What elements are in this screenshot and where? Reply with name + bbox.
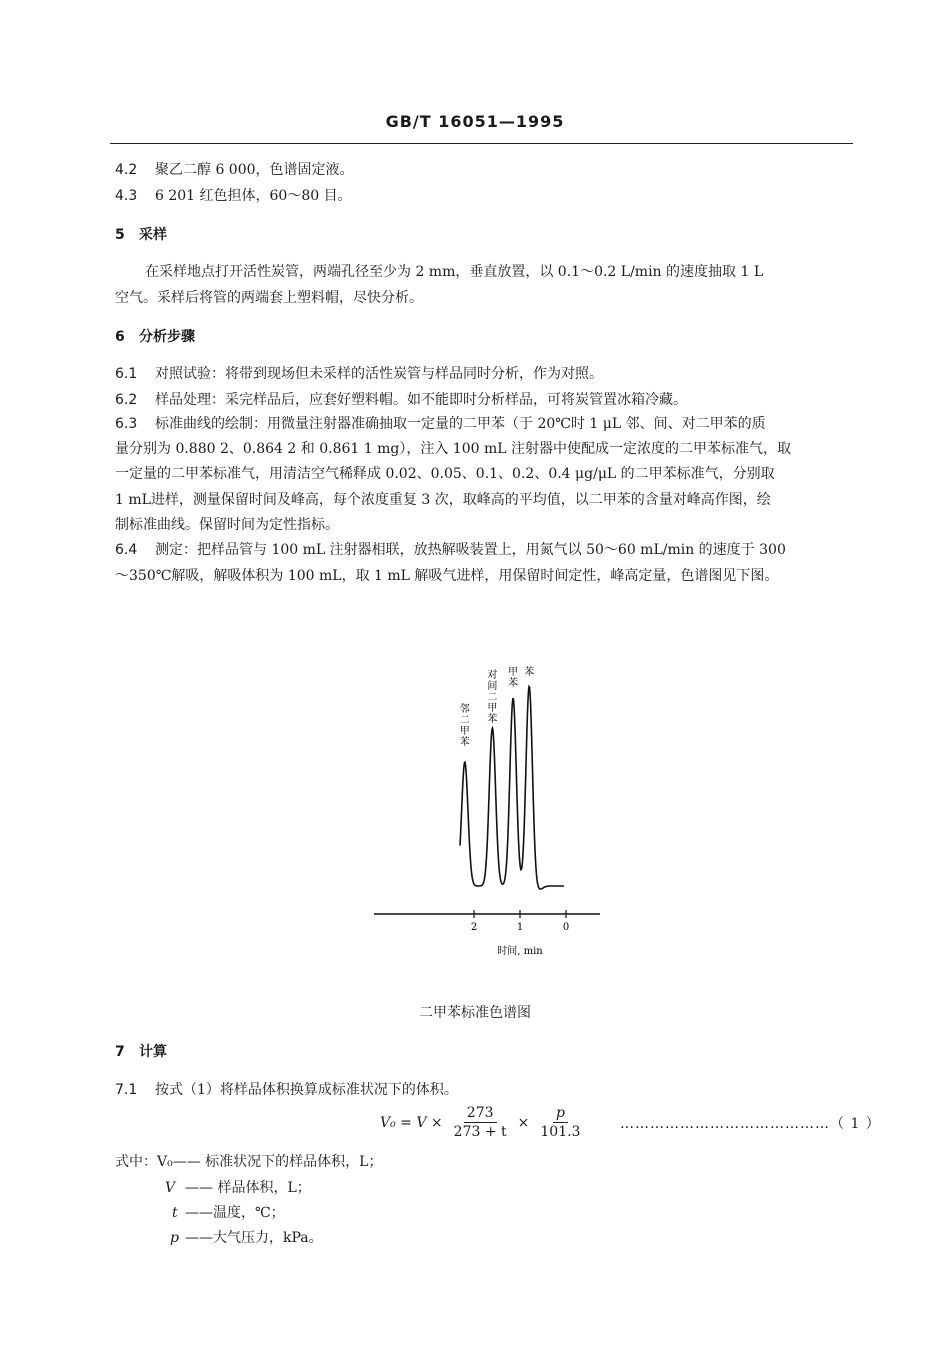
section-title: 采样: [139, 227, 167, 243]
item-text: 标准曲线的绘制：用微量注射器准确抽取一定量的二甲苯（于 20℃时 1 μL 邻、间、对二甲苯的质: [155, 416, 766, 432]
denominator: 273 + t: [453, 1124, 507, 1140]
formula-lhs: V₀ = V ×: [380, 1114, 443, 1131]
section-number: 7: [115, 1044, 125, 1060]
x-axis-label: 时间, min: [497, 946, 543, 957]
formula-1: [380, 1104, 585, 1141]
definition-t: [172, 1203, 285, 1223]
paragraph-line: 制标准曲线。保留时间为定性指标。: [115, 517, 339, 533]
item-text: 按式（1）将样品体积换算成标准状况下的体积。: [155, 1082, 458, 1098]
item-number: 6.1: [115, 366, 138, 382]
item-text: 6 201 红色担体，60～80 目。: [155, 188, 352, 204]
item-number: 4.3: [115, 188, 138, 204]
definition-symbol: 式中：V₀: [115, 1154, 173, 1170]
item-text: 测定：把样品管与 100 mL 注射器相联，放热解吸装置上，用氮气以 50～60 mL/min 的速度于 300: [155, 542, 786, 558]
standard-header: GB/T 16051—1995: [385, 112, 565, 131]
section-number: 6: [115, 329, 125, 345]
item-6-3: [115, 414, 766, 434]
numerator: p: [553, 1104, 568, 1123]
item-4-3: [115, 186, 352, 206]
section-number: 5: [115, 227, 125, 243]
peak-label: 甲苯: [508, 667, 519, 689]
fraction-temperature: [451, 1104, 510, 1141]
item-number: 4.2: [115, 162, 138, 178]
denominator: 101.3: [540, 1124, 581, 1140]
chart-caption: 二甲苯标准色谱图: [419, 1005, 531, 1021]
times-sign: ×: [517, 1114, 530, 1131]
item-number: 6.4: [115, 542, 138, 558]
definition-text: —— 标准状况下的样品体积，L；: [172, 1154, 383, 1170]
paragraph-line: 量分别为 0.880 2、0.864 2 和 0.861 1 mg），注入 100 mL 注射器中使配成一定浓度的二甲苯标准气，取: [115, 441, 791, 457]
definition-text: ——温度，℃；: [185, 1205, 285, 1221]
item-4-2: [115, 160, 354, 180]
item-6-1: [115, 364, 603, 384]
x-tick-label: 0: [562, 922, 570, 933]
definition-text: ——大气压力，kPa。: [185, 1230, 323, 1246]
paragraph-line: 在采样地点打开活性炭管，两端孔径至少为 2 mm，垂直放置，以 0.1～0.2 L/min 的速度抽取 1 L: [145, 264, 764, 280]
x-tick-label: 2: [470, 922, 478, 933]
definition-p: [170, 1228, 323, 1248]
fraction-pressure: [537, 1104, 583, 1141]
section-title: 分析步骤: [139, 329, 195, 345]
item-text: 样品处理：采完样品后，应套好塑料帽。如不能即时分析样品，可将炭管置冰箱冷藏。: [155, 392, 687, 408]
item-6-2: [115, 390, 687, 410]
header-rule: [110, 143, 853, 144]
peak-label: 对间二甲苯: [487, 670, 498, 725]
item-number: 7.1: [115, 1082, 138, 1098]
chromatogram-chart: [360, 660, 620, 960]
x-tick-label: 1: [516, 922, 524, 933]
item-7-1: [115, 1080, 458, 1100]
chromatogram-trace: [460, 687, 564, 890]
definition-symbol: t: [172, 1205, 178, 1221]
section-7-heading: [115, 1042, 167, 1062]
definition-text: —— 样品体积，L；: [185, 1180, 311, 1196]
paragraph-line: ～350℃解吸，解吸体积为 100 mL，取 1 mL 解吸气进样，用保留时间定性，峰高定量，色谱图见下图。: [115, 568, 779, 584]
paragraph-line: 空气。采样后将管的两端套上塑料帽，尽快分析。: [115, 290, 423, 306]
definition-v: [165, 1178, 311, 1198]
equation-number: ……………………………………（ 1 ）: [620, 1116, 881, 1132]
section-5-heading: [115, 225, 167, 245]
item-text: 聚乙二醇 6 000，色谱固定液。: [155, 162, 354, 178]
item-6-4: [115, 540, 786, 560]
section-6-heading: [115, 327, 195, 347]
numerator: 273: [464, 1104, 497, 1123]
section-title: 计算: [139, 1044, 167, 1060]
item-text: 对照试验：将带到现场但未采样的活性炭管与样品同时分析，作为对照。: [155, 366, 603, 382]
definition-v0: [115, 1152, 382, 1172]
paragraph-line: 1 mL进样，测量保留时间及峰高，每个浓度重复 3 次，取峰高的平均值，以二甲苯的含量对峰高作图，绘: [115, 492, 771, 508]
paragraph-line: 一定量的二甲苯标准气，用清洁空气稀释成 0.02、0.05、0.1、0.2、0.4 μg/μL 的二甲苯标准气，分别取: [115, 466, 775, 482]
peak-label: 苯: [524, 667, 535, 678]
item-number: 6.3: [115, 416, 138, 432]
definition-symbol: V: [165, 1180, 176, 1196]
definition-symbol: p: [170, 1230, 179, 1246]
item-number: 6.2: [115, 392, 138, 408]
peak-label: 邻二甲苯: [459, 704, 470, 748]
